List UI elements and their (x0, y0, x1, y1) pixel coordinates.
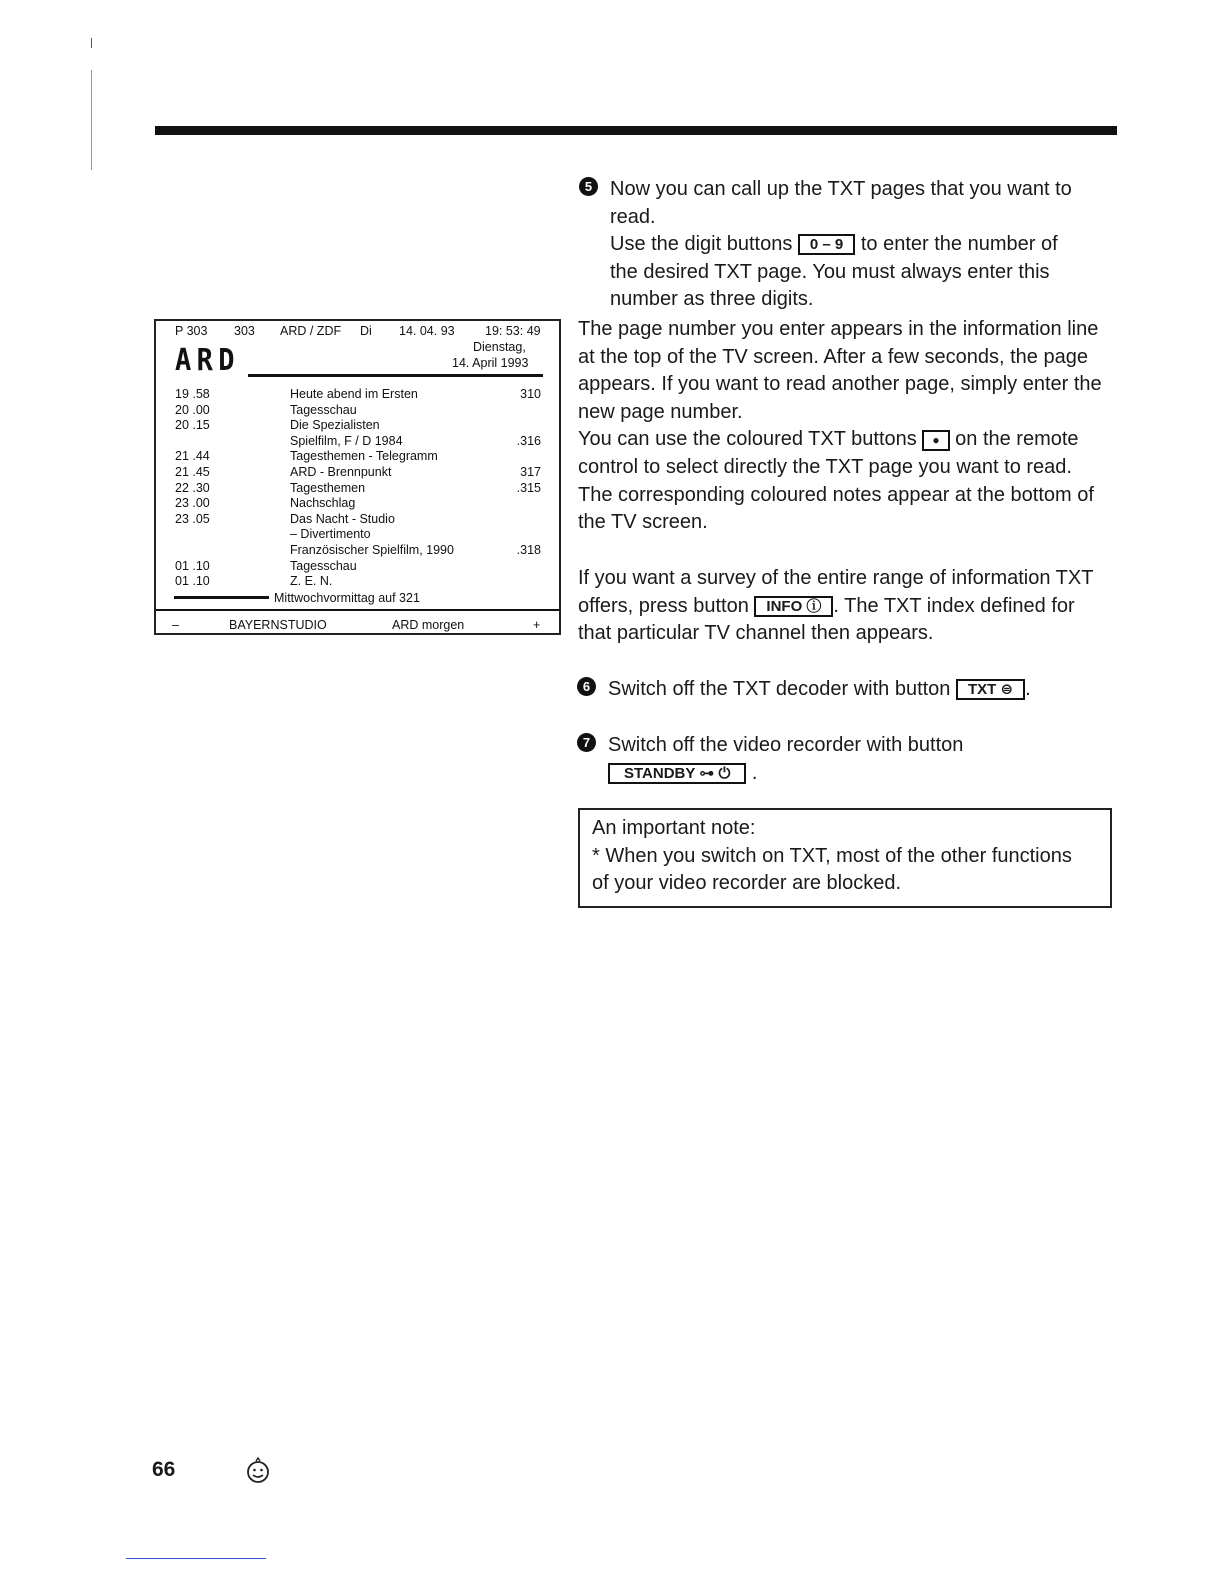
important-note-box (578, 808, 1112, 908)
text-line: new page number. (578, 400, 743, 423)
text-line: If you want a survey of the entire range of information TXT (578, 567, 1094, 589)
text-line: control to select directly the TXT page you want to read. (578, 455, 1072, 478)
step-5-text: number as three digits. (610, 288, 814, 311)
step-5-line: Use the digit buttons 0 – 9 to enter the number of (610, 233, 1058, 256)
ttx-full-date: 14. April 1993 (452, 356, 529, 370)
ttx-logo-rule (248, 374, 543, 377)
ttx-row-title: Heute abend im Ersten (290, 387, 418, 401)
text-line: at the top of the TV screen. After a few seconds, the page (578, 345, 1088, 368)
page-number: 66 (152, 1458, 176, 1481)
step-5-text: Now you can call up the TXT pages that you want to read. (610, 178, 1072, 228)
text-line: You can use the coloured TXT buttons ● on the remote (578, 428, 1079, 451)
footer-line (126, 1558, 266, 1559)
margin-mark (91, 38, 92, 48)
ttx-row-time: 23 .00 (175, 496, 210, 511)
header-rule (155, 126, 1117, 135)
ttx-row-time: 22 .30 (175, 480, 210, 495)
text-line: appears. If you want to read another page, simply enter the (578, 373, 1102, 396)
ttx-row-time: 20 .15 (175, 418, 210, 433)
text-line: offers, press button INFO ⓘ . The TXT index defined for (578, 594, 1075, 617)
ttx-date: 14. 04. 93 (399, 324, 455, 338)
step-6-text: Switch off the TXT decoder with button (608, 678, 951, 700)
margin-mark (91, 70, 92, 170)
ttx-footer-rule (156, 609, 559, 611)
text-line: that particular TV channel then appears. (578, 622, 934, 645)
ttx-page: P 303 (175, 324, 208, 338)
standby-button-key: STANDBY ⊶ ⏻ (608, 763, 746, 784)
ttx-footer-right: ARD morgen (392, 618, 465, 632)
ttx-row-title: Tagesschau (290, 402, 357, 417)
ttx-row-page: .318 (516, 543, 541, 557)
ttx-row-title: Die Spezialisten (290, 418, 380, 433)
ttx-row-page: .315 (516, 480, 541, 495)
ttx-row-page: .316 (516, 433, 541, 448)
ttx-row-title: Tagesthemen (290, 480, 366, 495)
ttx-row-time: 01 .10 (175, 558, 210, 573)
ttx-row-title: Nachschlag (290, 496, 356, 511)
note-text: * When you switch on TXT, most of the other functions (592, 844, 1072, 867)
info-button-key: INFO ⓘ (754, 596, 833, 617)
ttx-row-page: 317 (520, 465, 541, 479)
ttx-subpage: 303 (234, 324, 255, 338)
step-5-text: the desired TXT page. You must always enter this (610, 260, 1050, 283)
ttx-plus: + (533, 618, 541, 632)
ard-logo: ARD (175, 343, 240, 378)
ttx-row-title: Tagesthemen - Telegramm (290, 449, 438, 464)
ttx-row-title: – Divertimento (290, 527, 371, 542)
ttx-minus: – (172, 618, 179, 632)
note-title: An important note: (592, 817, 756, 839)
ttx-footer-left: BAYERNSTUDIO (229, 618, 327, 632)
ttx-row-title: Französischer Spielfilm, 1990 (290, 543, 454, 557)
ttx-time: 19: 53: 49 (485, 324, 541, 338)
ttx-row-title: Z. E. N. (290, 574, 333, 589)
ttx-row-time: 21 .45 (175, 465, 210, 479)
ttx-row-title: Das Nacht - Studio (290, 511, 395, 526)
ttx-row-time: 23 .05 (175, 511, 210, 526)
text-line: the TV screen. (578, 511, 708, 534)
note-text: of your video recorder are blocked. (592, 872, 902, 895)
paragraph-info (578, 565, 1118, 648)
step-number-badge: 7 (577, 733, 596, 752)
step-number-badge: 6 (577, 677, 596, 696)
text-line: The corresponding coloured notes appear at the bottom of (578, 483, 1094, 506)
teletext-screen (154, 319, 561, 635)
paragraph-page-number (578, 316, 1118, 537)
ttx-row-title: ARD - Brennpunkt (290, 465, 392, 479)
ttx-day: Di (360, 324, 372, 338)
txt-button-key: TXT ⊜ (956, 679, 1025, 700)
ttx-channel: ARD / ZDF (280, 324, 342, 338)
step-number-badge: 5 (579, 177, 598, 196)
text-line: The page number you enter appears in the information line (578, 318, 1099, 340)
ttx-bar (174, 596, 269, 599)
ttx-weekday: Dienstag, (473, 340, 526, 354)
ttx-row-title: Tagesschau (290, 558, 357, 573)
step-7-text: Switch off the video recorder with button (608, 734, 964, 756)
ttx-row-title: Spielfilm, F / D 1984 (290, 433, 403, 448)
colour-button-key: ● (922, 430, 949, 451)
ttx-row-time: 01 .10 (175, 574, 210, 589)
ttx-row-time: 20 .00 (175, 402, 210, 417)
ttx-row-time: 21 .44 (175, 449, 210, 464)
digit-buttons-key: 0 – 9 (798, 234, 855, 255)
ttx-row-page: 310 (520, 387, 541, 401)
smiley-icon (243, 1456, 273, 1491)
ttx-row-time: 19 .58 (175, 387, 210, 401)
ttx-next-info: Mittwochvormittag auf 321 (274, 591, 420, 605)
